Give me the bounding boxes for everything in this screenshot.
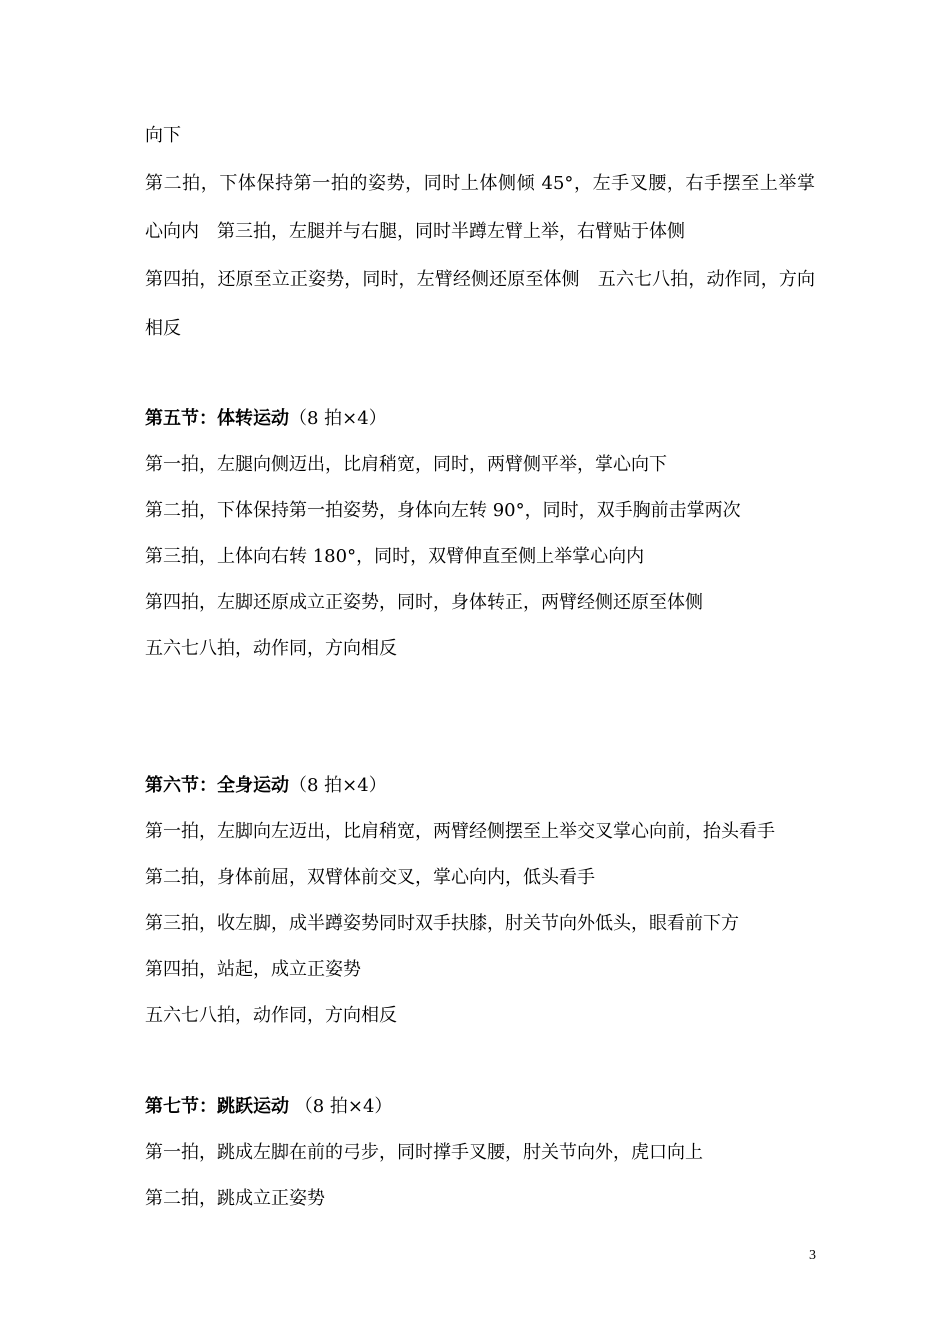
body-line: 第二拍，下体保持第一拍的姿势，同时上体侧倾 45°，左手叉腰，右手摆至上举掌 (145, 173, 815, 194)
body-line: 第四拍，左脚还原成立正姿势，同时，身体转正，两臂经侧还原至体侧 (145, 592, 703, 613)
body-line: 第二拍，身体前屈，双臂体前交叉，掌心向内，低头看手 (145, 867, 595, 888)
body-line: 第四拍，还原至立正姿势，同时，左臂经侧还原至体侧 五六七八拍，动作同，方向 (145, 269, 815, 290)
body-line: 第四拍，站起，成立正姿势 (145, 959, 361, 980)
section-heading (145, 775, 815, 797)
section-heading (145, 408, 815, 430)
body-line: 第三拍，上体向右转 180°，同时，双臂伸直至侧上举掌心向内 (145, 546, 645, 567)
body-line: 第一拍，左腿向侧迈出，比肩稍宽，同时，两臂侧平举，掌心向下 (145, 454, 667, 475)
body-line: 第二拍，下体保持第一拍姿势，身体向左转 90°，同时，双手胸前击掌两次 (145, 500, 741, 521)
body-line: 第一拍，跳成左脚在前的弓步，同时撑手叉腰，肘关节向外，虎口向上 (145, 1142, 703, 1163)
body-line: 相反 (145, 318, 181, 339)
body-line: 五六七八拍，动作同，方向相反 (145, 638, 397, 659)
section-title: 第五节：体转运动 (145, 408, 289, 429)
section-count: （8 拍×4） (289, 1096, 393, 1117)
body-line: 五六七八拍，动作同，方向相反 (145, 1005, 397, 1026)
body-line: 向下 (145, 125, 181, 146)
section-title: 第七节：跳跃运动 (145, 1096, 289, 1117)
body-line: 第二拍，跳成立正姿势 (145, 1188, 325, 1209)
section-heading (145, 1096, 815, 1118)
section-title: 第六节：全身运动 (145, 775, 289, 796)
body-line: 第三拍，收左脚，成半蹲姿势同时双手扶膝，肘关节向外低头，眼看前下方 (145, 913, 739, 934)
page-number: 3 (809, 1248, 816, 1263)
section-count: （8 拍×4） (289, 408, 387, 429)
body-line: 第一拍，左脚向左迈出，比肩稍宽，两臂经侧摆至上举交叉掌心向前，抬头看手 (145, 821, 775, 842)
section-count: （8 拍×4） (289, 775, 387, 796)
body-line: 心向内 第三拍，左腿并与右腿，同时半蹲左臂上举，右臂贴于体侧 (145, 221, 685, 242)
